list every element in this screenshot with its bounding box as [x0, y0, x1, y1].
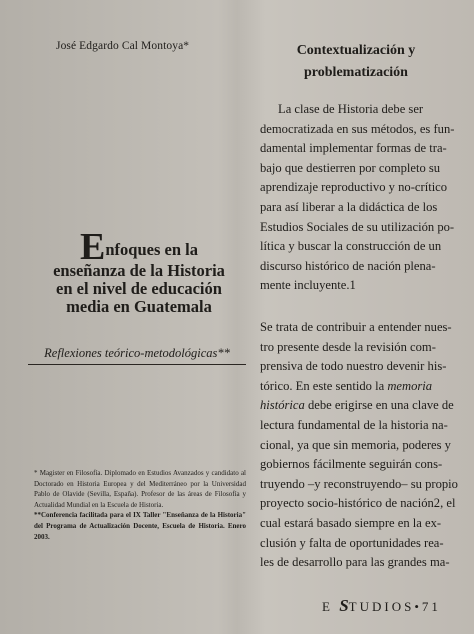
paragraph-2	[260, 318, 458, 573]
text-line: Estudios Sociales de su utilización po-	[260, 219, 455, 234]
footer-s: S	[339, 596, 349, 615]
title-line-3: en el nivel de educación	[56, 279, 222, 298]
page-number: •71	[414, 599, 441, 614]
text-line: cual estará basado siempre en la ex-	[260, 515, 442, 530]
text-line: cional, ya que sin memoria, poderes y	[260, 437, 451, 452]
article-subtitle: Reflexiones teórico-metodológicas**	[44, 346, 230, 360]
footer-rest: TUDIOS	[348, 599, 415, 614]
subtitle-rule	[28, 364, 246, 365]
title-dropcap: E	[80, 226, 106, 268]
text-line: La clase de Historia debe ser	[278, 102, 424, 116]
text-line: proyecto socio-histórico de nación2, el	[260, 496, 456, 511]
text-line: lítica y buscar la construcción de un	[260, 239, 442, 254]
text-line: tórico. En este sentido la memoria	[260, 378, 433, 393]
footnote-author: * Magister en Filosofía. Diplomado en Estudios Avanzados y candidato al Doctorado en Historia Europea y del Mediterráneo por la Universidad Pablo de Olavide (Sevilla, España). Profesor de las áreas de Filosofía y Actualidad Mundial en la Escuela de Historia.	[34, 469, 246, 509]
journal-footer	[322, 596, 441, 616]
italic-term: memoria	[387, 378, 433, 393]
text-line: discurso histórico de nación plena-	[260, 258, 436, 273]
text-line: lectura fundamental de la historia na-	[260, 417, 448, 432]
text-line: Se trata de contribuir a entender nues-	[260, 320, 452, 334]
text-line: aprendizaje reproductivo y no-crítico	[260, 180, 448, 195]
text-line: histórica debe erigirse en una clave de	[260, 398, 454, 413]
title-line-4: media en Guatemala	[66, 297, 212, 316]
text-line: truyendo –y reconstruyendo– su propio	[260, 476, 458, 491]
italic-term: histórica	[260, 398, 305, 413]
title-line-2: enseñanza de la Historia	[53, 261, 225, 280]
footnote-conference: **Conferencia facilitada para el IX Taller "Enseñanza de la Historia" del Programa de Actualización Docente, Escuela de Historia. Enero 2003.	[34, 511, 246, 541]
title-line-1: Enfoques en la	[80, 226, 198, 268]
article-title	[28, 226, 250, 316]
paragraph-1	[260, 100, 455, 296]
text-line: clusión y falta de oportunidades rea-	[260, 535, 444, 550]
author-line: José Edgardo Cal Montoya*	[56, 40, 190, 52]
text-line: democratizada en sus métodos, es fun-	[260, 121, 455, 136]
text-line: damental implementar formas de tra-	[260, 141, 447, 156]
text-line: bajo que destierren por completo su	[260, 160, 441, 175]
footnotes	[34, 468, 246, 542]
text-line: tro presente desde la revisión com-	[260, 339, 436, 354]
text-line: para así liberar a la didáctica de los	[260, 199, 438, 214]
text-line: les de desarrollo para las grandes ma-	[260, 555, 450, 570]
section-heading: Contextualización y problematización	[296, 43, 416, 80]
footer-e: E	[322, 599, 333, 614]
text-line: mente incluyente.1	[260, 278, 356, 293]
text-line: gobiernos fácilmente seguirán cons-	[260, 457, 443, 472]
text-line: prensiva de todo nuestro devenir his-	[260, 359, 447, 374]
